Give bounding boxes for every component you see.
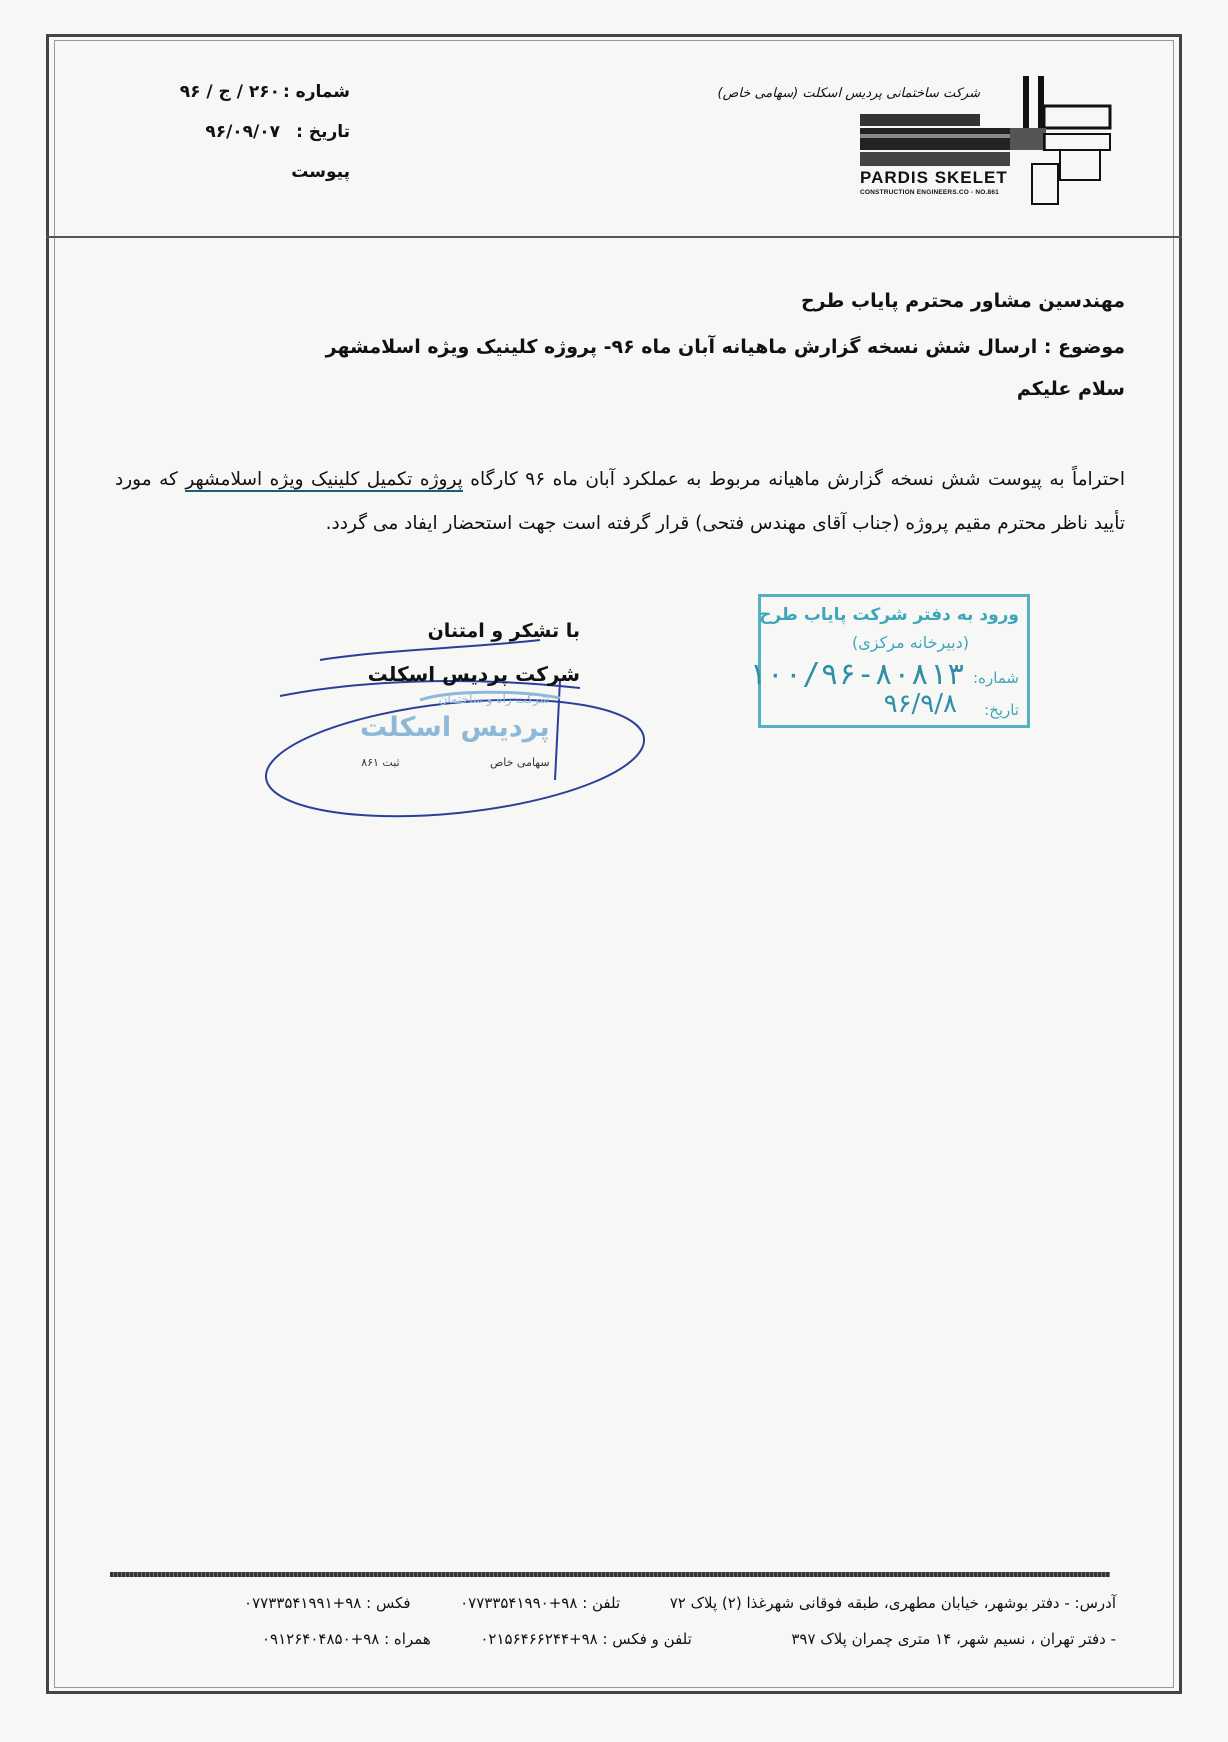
stamp-number-value: ۱۰۰/۹۶-۸۰۸۱۳ (748, 657, 965, 692)
fax-bushehr: ۰۷۷۳۳۵۴۱۹۹۱+۹۸ (244, 1594, 362, 1612)
logo-caption: شرکت ساختمانی پردیس اسکلت (سهامی خاص) (717, 86, 980, 101)
stamp-office: (دبیرخانه مرکزی) (852, 633, 969, 652)
subject: موضوع : ارسال شش نسخه گزارش ماهیانه آبان ماه ۹۶- پروژه کلینیک ویژه اسلامشهر (325, 336, 1125, 358)
stamp-number-label: شماره: (973, 669, 1019, 687)
greeting: سلام علیکم (1016, 378, 1125, 400)
seal-line-top: شرکت راه و ساختمان (438, 692, 550, 706)
phone-fax-label: تلفن و فکس : (602, 1630, 692, 1648)
date-value: ۹۶/۰۹/۰۷ (205, 122, 280, 142)
stamp-date-label: تاریخ: (984, 701, 1019, 719)
footer-line-tehran (116, 1630, 1116, 1648)
footer-line-bushehr (116, 1594, 1116, 1612)
seal-type: سهامی خاص (489, 756, 550, 769)
project-name-underlined: پروژه تکمیل کلینیک ویژه اسلامشهر (185, 469, 463, 490)
address-bushehr: آدرس: - دفتر بوشهر، خیابان مطهری، طبقه فوقانی شهرغذا (۲) پلاک ۷۲ (669, 1594, 1116, 1612)
mobile-label: همراه : (384, 1630, 431, 1648)
body-part2: که مورد تأیید ناظر محترم مقیم پروژه (جناب آقای مهندس فتحی) قرار گرفته است جهت استحضار ایفاد می گردد. (115, 469, 1125, 534)
number-value: ۲۶۰ / ج / ۹۶ (179, 82, 280, 102)
fax-label: فکس : (366, 1594, 411, 1612)
phone-bushehr: ۰۷۷۳۳۵۴۱۹۹۰+۹۸ (460, 1594, 578, 1612)
recipient: مهندسین مشاور محترم پایاب طرح (800, 290, 1125, 312)
closing: با تشکر و امتنان (427, 620, 580, 642)
signature-icon (0, 0, 700, 860)
company-logo (717, 76, 1120, 206)
mobile-number: ۰۹۱۲۶۴۰۴۸۵۰+۹۸ (262, 1630, 380, 1648)
attachment-label: پیوست (291, 162, 350, 182)
phone-tehran: ۰۲۱۵۶۴۶۶۲۴۴+۹۸ (480, 1630, 598, 1648)
phone-label-1: تلفن : (582, 1594, 621, 1612)
signing-company: شرکت پردیس اسکلت (367, 662, 580, 686)
company-seal (360, 692, 550, 769)
stamp-title: ورود به دفتر شرکت پایاب طرح (759, 605, 1019, 625)
logo-name: PARDIS SKELET (860, 168, 1008, 187)
body-part1: احتراماً به پیوست شش نسخه گزارش ماهیانه مربوط به عملکرد آبان ماه ۹۶ کارگاه (462, 469, 1125, 490)
date-label: تاریخ : (296, 122, 350, 142)
number-label: شماره : (282, 82, 350, 102)
stamp-date-value: ۹۶/۹/۸ (883, 689, 957, 719)
seal-name: پردیس اسکلت (360, 712, 550, 743)
seal-registration: ثبت ۸۶۱ (361, 756, 400, 769)
reception-stamp (748, 594, 1030, 728)
address-tehran: - دفتر تهران ، نسیم شهر، ۱۴ متری چمران پلاک ۳۹۷ (791, 1630, 1116, 1648)
footer-rule (110, 1572, 1110, 1577)
logo-subtitle: CONSTRUCTION ENGINEERS.CO - NO.861 (860, 189, 999, 196)
